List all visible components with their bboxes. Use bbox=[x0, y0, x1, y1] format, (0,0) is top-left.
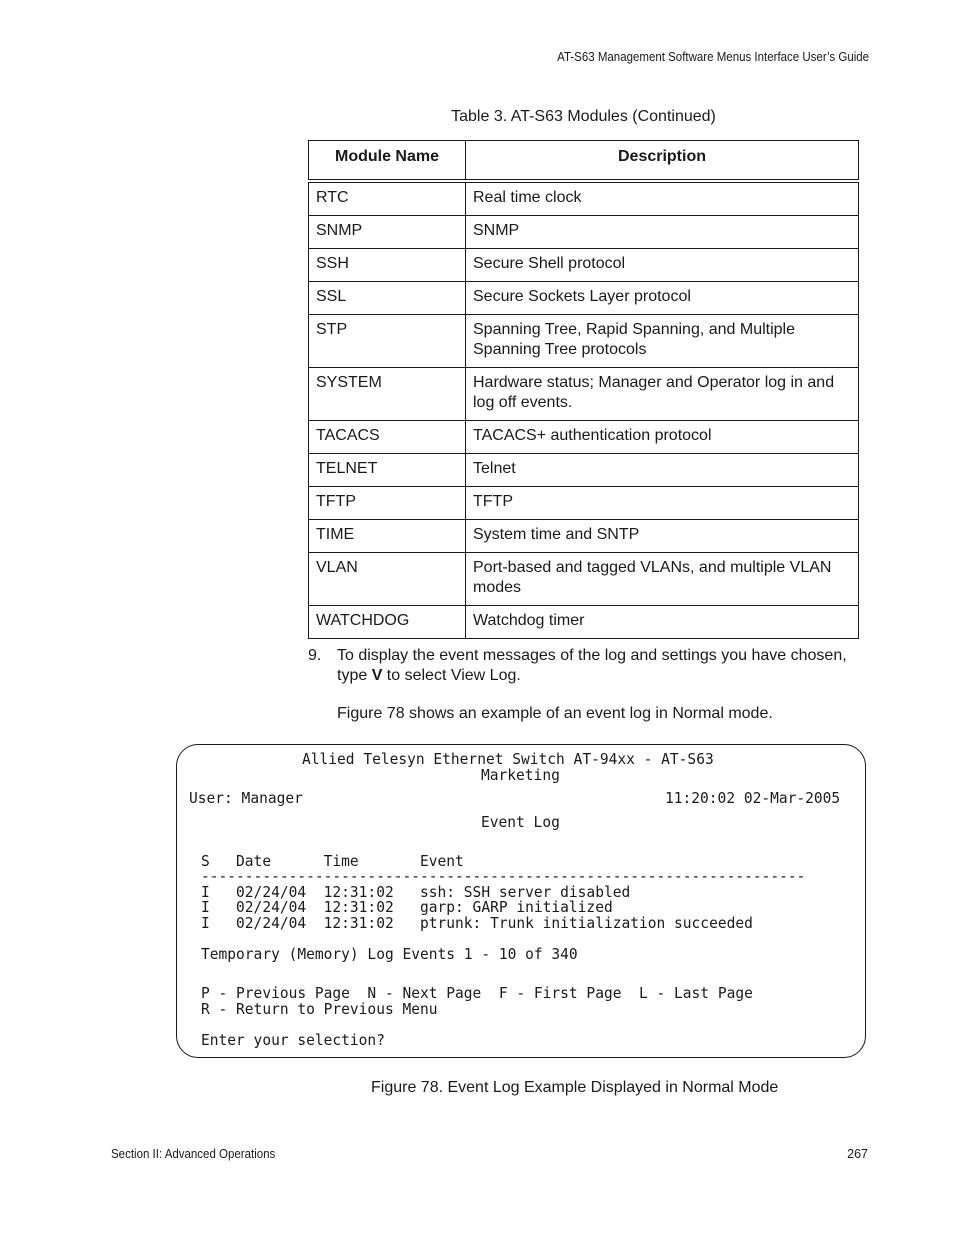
description-cell: TFTP bbox=[466, 487, 859, 520]
figure-reference: Figure 78 shows an example of an event log in Normal mode. bbox=[337, 705, 773, 722]
column-header-module: Module Name bbox=[309, 141, 466, 182]
selection-prompt: Enter your selection? bbox=[201, 1031, 385, 1049]
terminal-screen bbox=[176, 744, 866, 1058]
module-cell: SNMP bbox=[309, 216, 466, 249]
description-cell: SNMP bbox=[466, 216, 859, 249]
log-entry: I 02/24/04 12:31:02 ssh: SSH server disabled bbox=[201, 883, 631, 901]
log-divider: --------------------------------------------------------------------- bbox=[201, 867, 806, 885]
description-cell: TACACS+ authentication protocol bbox=[466, 421, 859, 454]
table-row bbox=[309, 216, 859, 249]
module-cell: SYSTEM bbox=[309, 368, 466, 421]
terminal-user: User: Manager bbox=[189, 789, 303, 807]
table-row bbox=[309, 487, 859, 520]
terminal-datetime: 11:20:02 02-Mar-2005 bbox=[665, 789, 841, 807]
log-column-headers: S Date Time Event bbox=[201, 852, 464, 870]
terminal-screen-title: Event Log bbox=[481, 813, 560, 831]
step-text-before: To display the event messages of the log and settings you have chosen, type bbox=[337, 647, 847, 684]
table-row bbox=[309, 454, 859, 487]
module-cell: TFTP bbox=[309, 487, 466, 520]
module-cell: SSL bbox=[309, 282, 466, 315]
modules-table bbox=[308, 140, 859, 639]
module-cell: STP bbox=[309, 315, 466, 368]
table-row bbox=[309, 368, 859, 421]
module-cell: TELNET bbox=[309, 454, 466, 487]
log-summary: Temporary (Memory) Log Events 1 - 10 of 340 bbox=[201, 945, 578, 963]
column-header-description: Description bbox=[466, 141, 859, 182]
table-row bbox=[309, 249, 859, 282]
module-cell: SSH bbox=[309, 249, 466, 282]
table-row bbox=[309, 282, 859, 315]
description-cell: Spanning Tree, Rapid Spanning, and Multiple Spanning Tree protocols bbox=[466, 315, 859, 368]
description-cell: Real time clock bbox=[466, 181, 859, 216]
module-cell: VLAN bbox=[309, 553, 466, 606]
table-row bbox=[309, 606, 859, 639]
log-entry: I 02/24/04 12:31:02 garp: GARP initialized bbox=[201, 898, 613, 916]
terminal-subtitle: Marketing bbox=[481, 766, 560, 784]
module-cell: WATCHDOG bbox=[309, 606, 466, 639]
navigation-options: P - Previous Page N - Next Page F - First Page L - Last Page bbox=[201, 984, 753, 1002]
description-cell: Watchdog timer bbox=[466, 606, 859, 639]
page-number: 267 bbox=[847, 1147, 868, 1161]
return-option: R - Return to Previous Menu bbox=[201, 1000, 438, 1018]
table-header-row bbox=[309, 141, 859, 182]
step-text bbox=[337, 646, 847, 686]
figure-caption: Figure 78. Event Log Example Displayed in Normal Mode bbox=[371, 1079, 779, 1096]
log-entry: I 02/24/04 12:31:02 ptrunk: Trunk initialization succeeded bbox=[201, 914, 753, 932]
step-number: 9. bbox=[308, 647, 322, 664]
table-caption: Table 3. AT-S63 Modules (Continued) bbox=[451, 108, 716, 125]
module-cell: TIME bbox=[309, 520, 466, 553]
running-header: AT-S63 Management Software Menus Interface User’s Guide bbox=[557, 50, 869, 64]
table-row bbox=[309, 520, 859, 553]
footer-section: Section II: Advanced Operations bbox=[111, 1147, 276, 1161]
step-text-after: to select View Log. bbox=[382, 667, 521, 684]
table-row bbox=[309, 181, 859, 216]
description-cell: System time and SNTP bbox=[466, 520, 859, 553]
description-cell: Secure Sockets Layer protocol bbox=[466, 282, 859, 315]
description-cell: Secure Shell protocol bbox=[466, 249, 859, 282]
table-row bbox=[309, 553, 859, 606]
table-row bbox=[309, 421, 859, 454]
table-row bbox=[309, 315, 859, 368]
description-cell: Telnet bbox=[466, 454, 859, 487]
description-cell: Port-based and tagged VLANs, and multiple VLAN modes bbox=[466, 553, 859, 606]
terminal-title: Allied Telesyn Ethernet Switch AT-94xx - AT-S63 bbox=[302, 750, 714, 768]
module-cell: TACACS bbox=[309, 421, 466, 454]
description-cell: Hardware status; Manager and Operator log in and log off events. bbox=[466, 368, 859, 421]
module-cell: RTC bbox=[309, 181, 466, 216]
step-key: V bbox=[371, 667, 383, 684]
